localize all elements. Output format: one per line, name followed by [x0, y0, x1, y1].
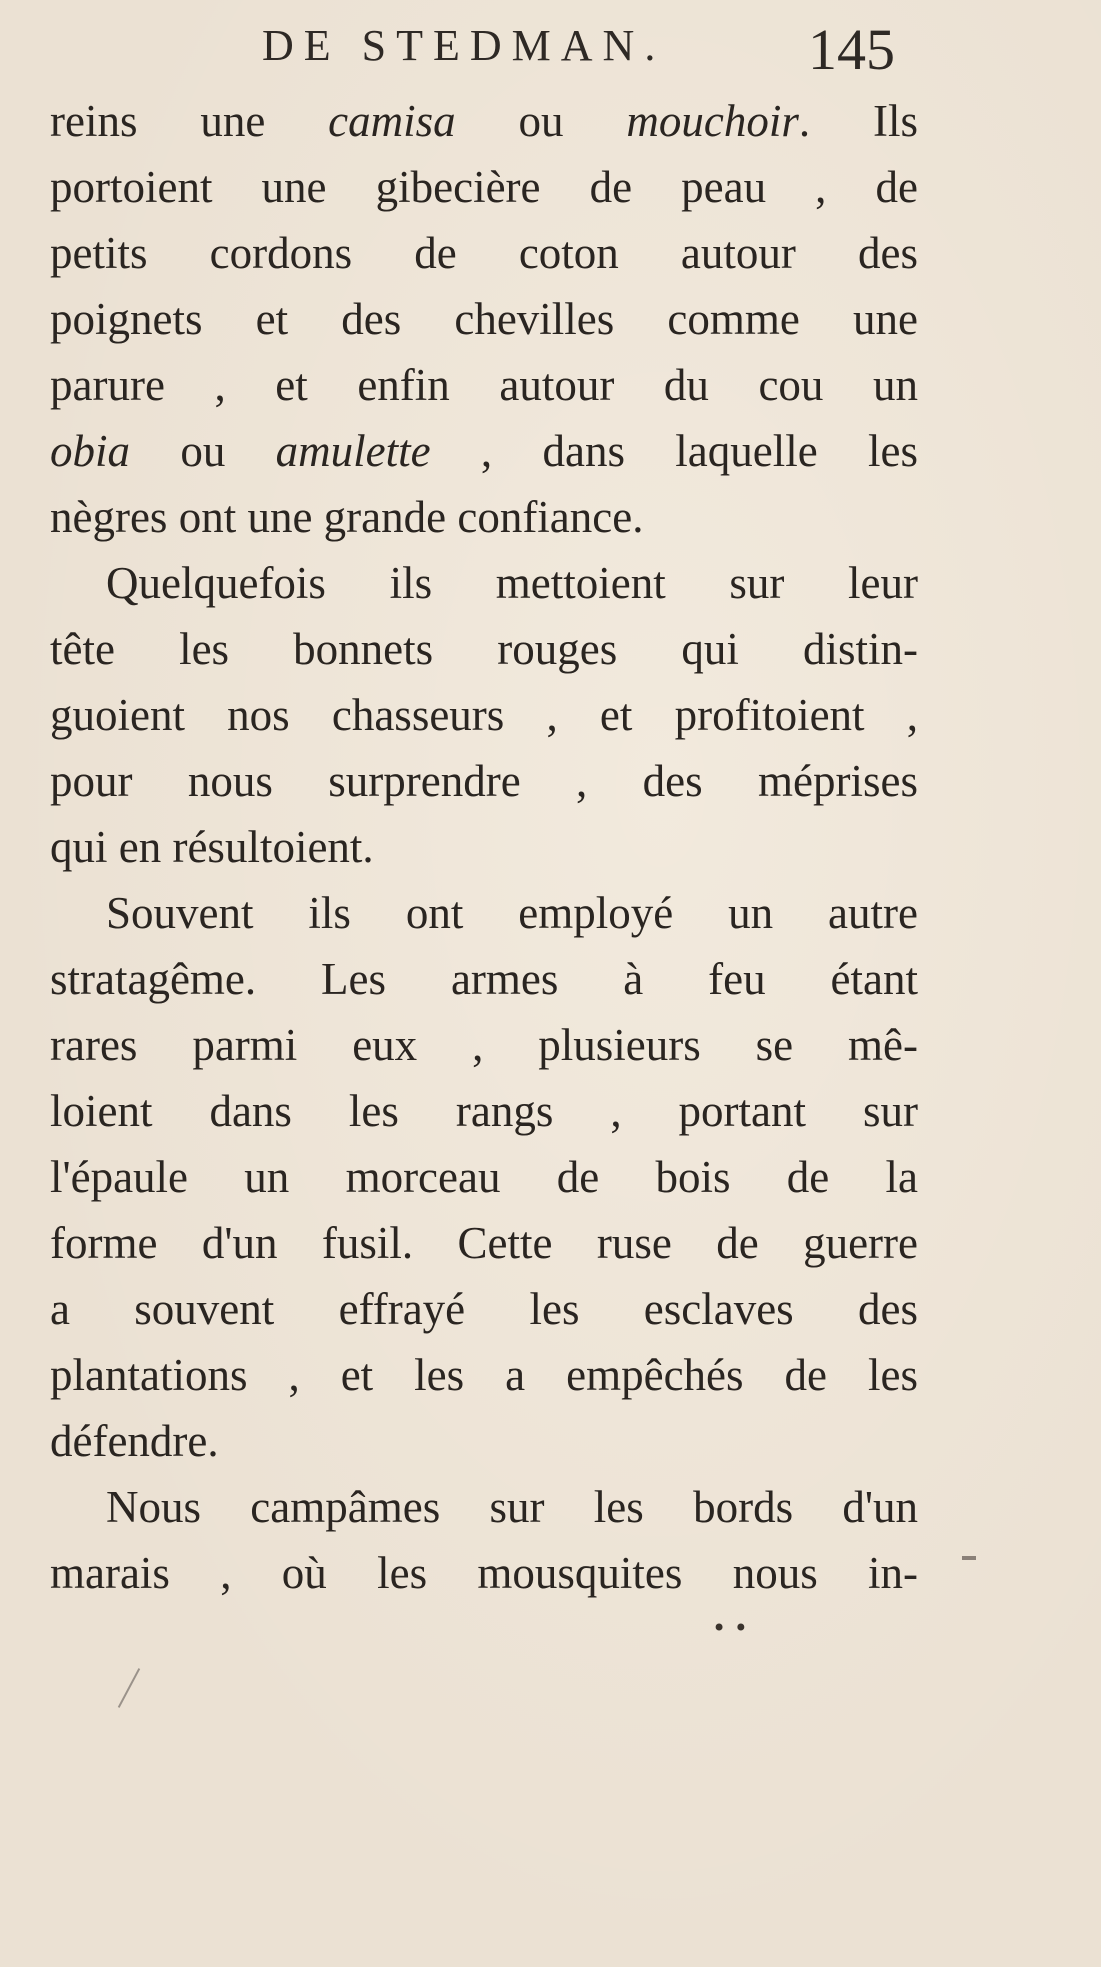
text-line: Nous campâmes sur les bords d'un	[106, 1482, 918, 1532]
italic-term: obia	[50, 426, 131, 476]
text-line: a souvent effrayé les esclaves des	[50, 1284, 918, 1334]
text-line: guoient nos chasseurs , et profitoient ,	[50, 690, 918, 740]
text-line: poignets et des chevilles comme une	[50, 294, 918, 344]
italic-term: camisa	[328, 96, 456, 146]
text-line: stratagême. Les armes à feu étant	[50, 954, 918, 1004]
text-line: plantations , et les a empêchés de les	[50, 1350, 918, 1400]
text-line: petits cordons de coton autour des	[50, 228, 918, 278]
signature-mark: • •	[712, 1614, 748, 1642]
text-line: obia ou amulette , dans laquelle les	[50, 426, 918, 476]
text-line: tête les bonnets rouges qui distin-	[50, 624, 918, 674]
text-line: marais , où les mousquites nous in-	[50, 1548, 918, 1598]
italic-term: mouchoir	[626, 96, 799, 146]
text-line: parure , et enfin autour du cou un	[50, 360, 918, 410]
text-line: forme d'un fusil. Cette ruse de guerre	[50, 1218, 918, 1268]
text-line: Quelquefois ils mettoient sur leur	[106, 558, 918, 608]
text-line: pour nous surprendre , des méprises	[50, 756, 918, 806]
text-line: défendre.	[50, 1416, 219, 1466]
text-line: l'épaule un morceau de bois de la	[50, 1152, 918, 1202]
text-line: portoient une gibecière de peau , de	[50, 162, 918, 212]
stray-ink-mark	[962, 1556, 976, 1560]
page-number: 145	[808, 17, 895, 82]
text-line: Souvent ils ont employé un autre	[106, 888, 918, 938]
text-line: loient dans les rangs , portant sur	[50, 1086, 918, 1136]
text-line: nègres ont une grande confiance.	[50, 492, 644, 542]
running-head: DE STEDMAN.	[262, 21, 666, 70]
text-line: rares parmi eux , plusieurs se mê-	[50, 1020, 918, 1070]
paper-scratch	[118, 1668, 140, 1708]
text-line: reins une camisa ou mouchoir. Ils	[50, 96, 918, 146]
italic-term: amulette	[275, 426, 431, 476]
text-line: qui en résultoient.	[50, 822, 374, 872]
